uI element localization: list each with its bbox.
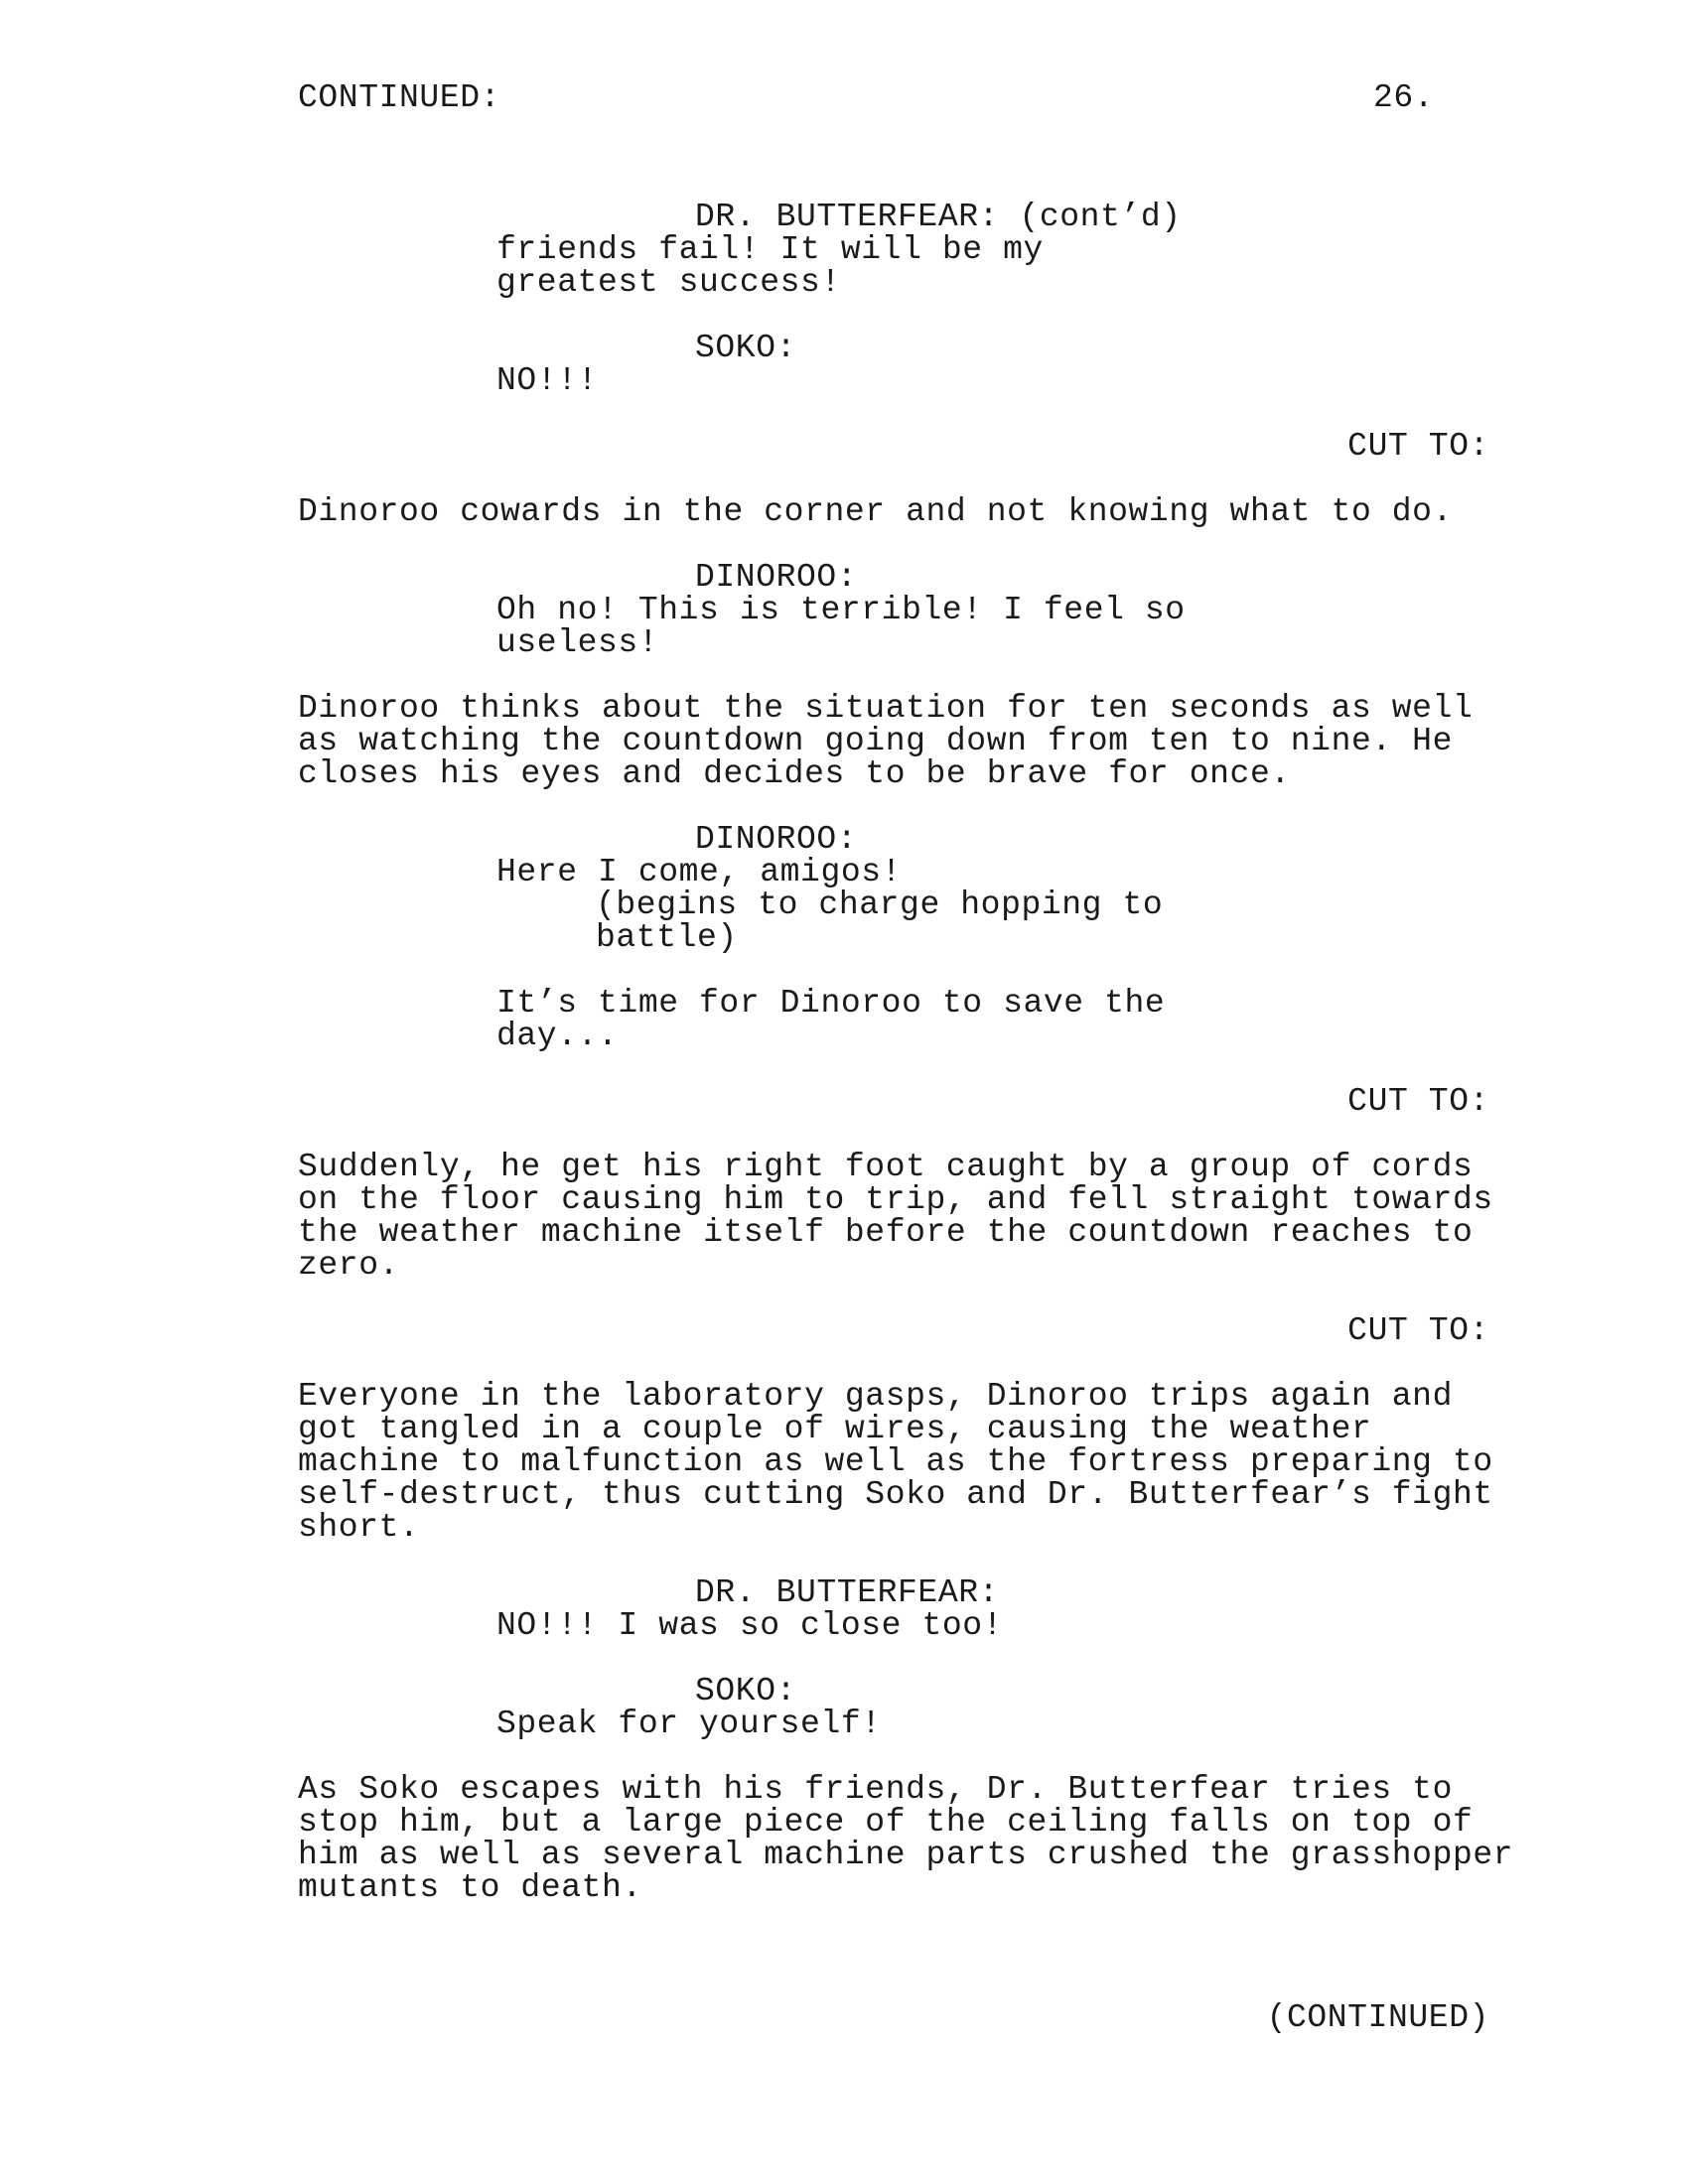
dialogue-line: Oh no! This is terrible! I feel so [496,592,1186,628]
action-line: machine to malfunction as well as the fortress preparing to [298,1443,1493,1480]
character-cue: DR. BUTTERFEAR: (cont’d) [695,199,1182,235]
action-line: Everyone in the laboratory gasps, Dinoroo trips again and [298,1378,1453,1415]
continued-header: CONTINUED: [298,79,501,116]
dialogue-line: day... [496,1018,619,1054]
action-line: on the floor causing him to trip, and fell straight towards [298,1181,1493,1218]
character-cue: DINOROO: [695,821,858,858]
character-cue: SOKO: [695,1673,797,1709]
dialogue-line: NO!!! [496,362,599,399]
parenthetical-line: battle) [596,919,738,956]
action-line: got tangled in a couple of wires, causing the weather [298,1411,1372,1447]
dialogue-line: NO!!! I was so close too! [496,1607,1004,1644]
page-number: 26. [1373,79,1435,116]
character-cue: DR. BUTTERFEAR: [695,1574,1000,1611]
dialogue-line: Here I come, amigos! [496,854,903,890]
action-line: stop him, but a large piece of the ceiling falls on top of [298,1804,1474,1841]
character-cue: SOKO: [695,330,797,366]
action-line: as watching the countdown going down from ten to nine. He [298,723,1453,759]
action-line: self-destruct, thus cutting Soko and Dr. Butterfear’s fight [298,1476,1493,1513]
transition: CUT TO: [1347,1312,1489,1349]
dialogue-line: It’s time for Dinoroo to save the [496,985,1166,1022]
action-line: zero. [298,1247,400,1284]
parenthetical-line: (begins to charge hopping to [596,887,1164,923]
action-line: As Soko escapes with his friends, Dr. Butterfear tries to [298,1771,1453,1808]
dialogue-line: friends fail! It will be my [496,231,1044,268]
character-cue: DINOROO: [695,559,858,596]
dialogue-line: Speak for yourself! [496,1706,882,1742]
transition: CUT TO: [1347,1083,1489,1120]
action-line: Dinoroo cowards in the corner and not knowing what to do. [298,493,1453,530]
action-line: closes his eyes and decides to be brave for once. [298,755,1291,792]
action-line: mutants to death. [298,1869,642,1906]
dialogue-line: useless! [496,624,659,661]
action-line: him as well as several machine parts crushed the grasshopper [298,1837,1514,1873]
action-line: Dinoroo thinks about the situation for ten seconds as well [298,690,1474,727]
dialogue-line: greatest success! [496,264,841,301]
transition: CUT TO: [1347,428,1489,465]
action-line: Suddenly, he get his right foot caught by a group of cords [298,1149,1474,1185]
action-line: short. [298,1509,420,1546]
action-line: the weather machine itself before the countdown reaches to [298,1214,1474,1251]
continued-footer: (CONTINUED) [1266,1999,1489,2036]
